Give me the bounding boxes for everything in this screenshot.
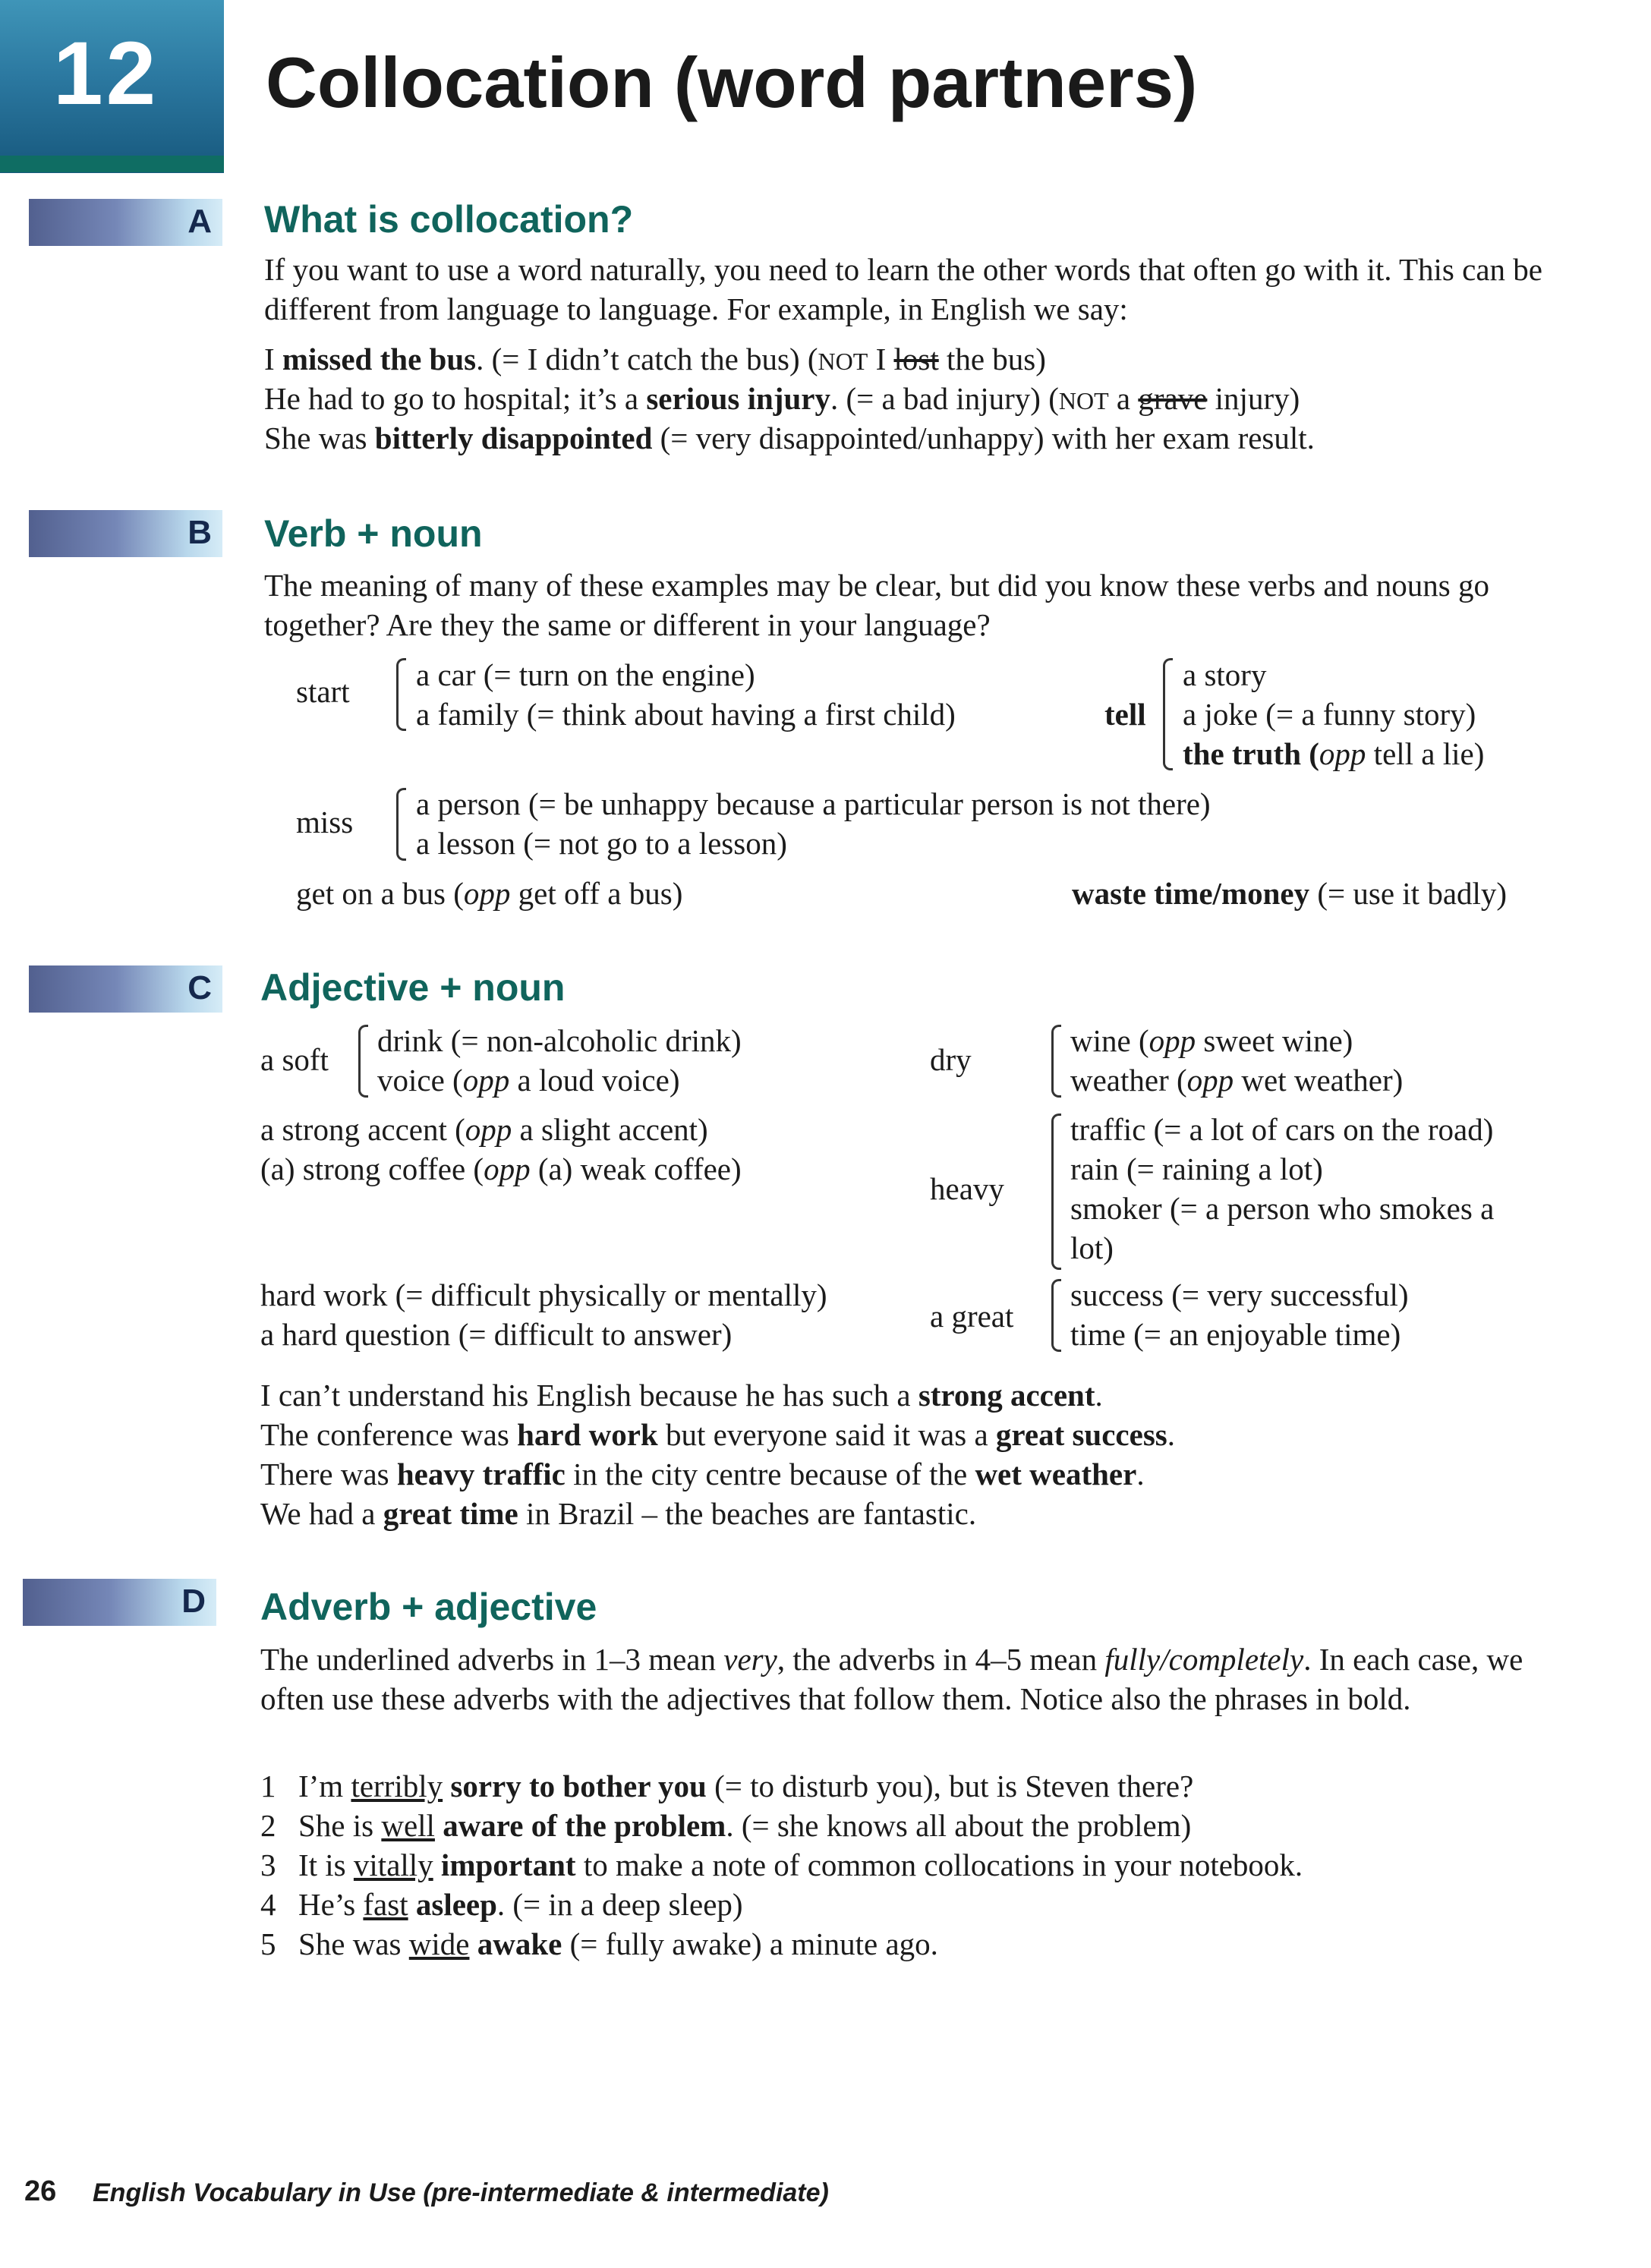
brace-soft: [358, 1025, 368, 1098]
hard-question: a hard question (= difficult to answer): [260, 1317, 733, 1352]
section-c-letter: C: [187, 969, 212, 1006]
page-title: Collocation (word partners): [266, 43, 1198, 122]
start-item-2: a family (= think about having a first child): [416, 697, 956, 732]
section-a-example-3: She was bitterly disappointed (= very disappointed/unhappy) with her exam result.: [264, 421, 1315, 455]
soft-item-2: voice (opp a loud voice): [377, 1063, 680, 1098]
waste-time-money: waste time/money (= use it badly): [1072, 876, 1508, 911]
strong-accent: a strong accent (opp a slight accent): [260, 1112, 708, 1147]
section-a-title: What is collocation?: [264, 198, 634, 241]
section-d-item-4: 4 He’s fast asleep. (= in a deep sleep): [260, 1887, 743, 1922]
section-b-letter: B: [187, 514, 212, 551]
tell-item-3: the truth (opp tell a lie): [1183, 736, 1485, 771]
tell-item-1: a story: [1183, 657, 1267, 692]
hard-work: hard work (= difficult physically or mentally): [260, 1277, 827, 1312]
section-d-item-3: 3 It is vitally important to make a note of common collocations in your notebook.: [260, 1847, 1303, 1882]
section-d-intro: The underlined adverbs in 1–3 mean very, the adverbs in 4–5 mean fully/completely. In each case, we often use these adverbs with the adjectives that follow them. Notice also the phrases in bold.: [260, 1642, 1523, 1716]
strong-coffee: (a) strong coffee (opp (a) weak coffee): [260, 1151, 742, 1186]
brace-start: [396, 658, 406, 731]
page-number: 26: [24, 2175, 57, 2207]
section-a-intro: If you want to use a word naturally, you need to learn the other words that often go with it. This can be different from language to language. For example, in English we say:: [264, 252, 1542, 326]
section-d-item-1: 1 I’m terribly sorry to bother you (= to disturb you), but is Steven there?: [260, 1769, 1194, 1803]
miss-item-1: a person (= be unhappy because a particular person is not there): [416, 786, 1211, 821]
section-d-tab: [23, 1579, 216, 1626]
collocation-head-start: start: [296, 674, 350, 709]
section-c-sentence-3: There was heavy traffic in the city centre because of the wet weather.: [260, 1457, 1145, 1492]
section-b-title: Verb + noun: [264, 512, 483, 555]
heavy-item-2: rain (= raining a lot): [1070, 1151, 1323, 1186]
section-d-item-2: 2 She is well aware of the problem. (= she knows all about the problem): [260, 1808, 1192, 1843]
tell-item-2: a joke (= a funny story): [1183, 697, 1476, 732]
unit-number: 12: [53, 24, 159, 124]
book-title: English Vocabulary in Use (pre-intermediate & intermediate): [93, 2178, 829, 2207]
section-a-example-1: I missed the bus. (= I didn’t catch the bus) (NOT I lost the bus): [264, 342, 1046, 376]
brace-miss: [396, 788, 406, 861]
section-c-title: Adjective + noun: [260, 966, 566, 1009]
soft-item-1: drink (= non-alcoholic drink): [377, 1023, 742, 1058]
section-d-title: Adverb + adjective: [260, 1586, 597, 1628]
collocation-head-miss: miss: [296, 805, 354, 839]
section-c-tab: [29, 965, 222, 1013]
brace-tell: [1163, 658, 1173, 770]
collocation-head-dry: dry: [930, 1042, 972, 1077]
section-c-sentence-2: The conference was hard work but everyone said it was a great success.: [260, 1417, 1175, 1452]
brace-great: [1051, 1279, 1061, 1352]
section-a-example-2: He had to go to hospital; it’s a serious injury. (= a bad injury) (NOT a grave injury): [264, 381, 1300, 416]
collocation-head-heavy: heavy: [930, 1171, 1004, 1206]
brace-heavy: [1051, 1114, 1061, 1270]
start-item-1: a car (= turn on the engine): [416, 657, 755, 692]
section-b-tab: [29, 510, 222, 557]
get-on-bus: get on a bus (opp get off a bus): [296, 876, 683, 911]
section-c-sentence-4: We had a great time in Brazil – the beaches are fantastic.: [260, 1496, 977, 1531]
great-item-2: time (= an enjoyable time): [1070, 1317, 1401, 1352]
collocation-head-great: a great: [930, 1299, 1014, 1334]
section-a-tab: [29, 199, 222, 246]
section-c-sentence-1: I can’t understand his English because he has such a strong accent.: [260, 1378, 1103, 1413]
miss-item-2: a lesson (= not go to a lesson): [416, 826, 787, 861]
section-a-letter: A: [187, 203, 212, 240]
heavy-item-3: smoker (= a person who smokes a: [1070, 1191, 1495, 1226]
section-b-intro: The meaning of many of these examples may be clear, but did you know these verbs and nouns go together? Are they the same or different in your language?: [264, 568, 1490, 642]
collocation-head-soft: a soft: [260, 1042, 329, 1077]
brace-dry: [1051, 1025, 1061, 1098]
heavy-item-4: lot): [1070, 1230, 1114, 1265]
section-d-letter: D: [181, 1583, 206, 1620]
dry-item-1: wine (opp sweet wine): [1070, 1023, 1353, 1058]
heavy-item-1: traffic (= a lot of cars on the road): [1070, 1112, 1494, 1147]
section-d-item-5: 5 She was wide awake (= fully awake) a minute ago.: [260, 1926, 938, 1961]
dry-item-2: weather (opp wet weather): [1070, 1063, 1404, 1098]
collocation-head-tell: tell: [1104, 697, 1146, 732]
great-item-1: success (= very successful): [1070, 1277, 1409, 1312]
unit-number-underline: [0, 156, 224, 172]
